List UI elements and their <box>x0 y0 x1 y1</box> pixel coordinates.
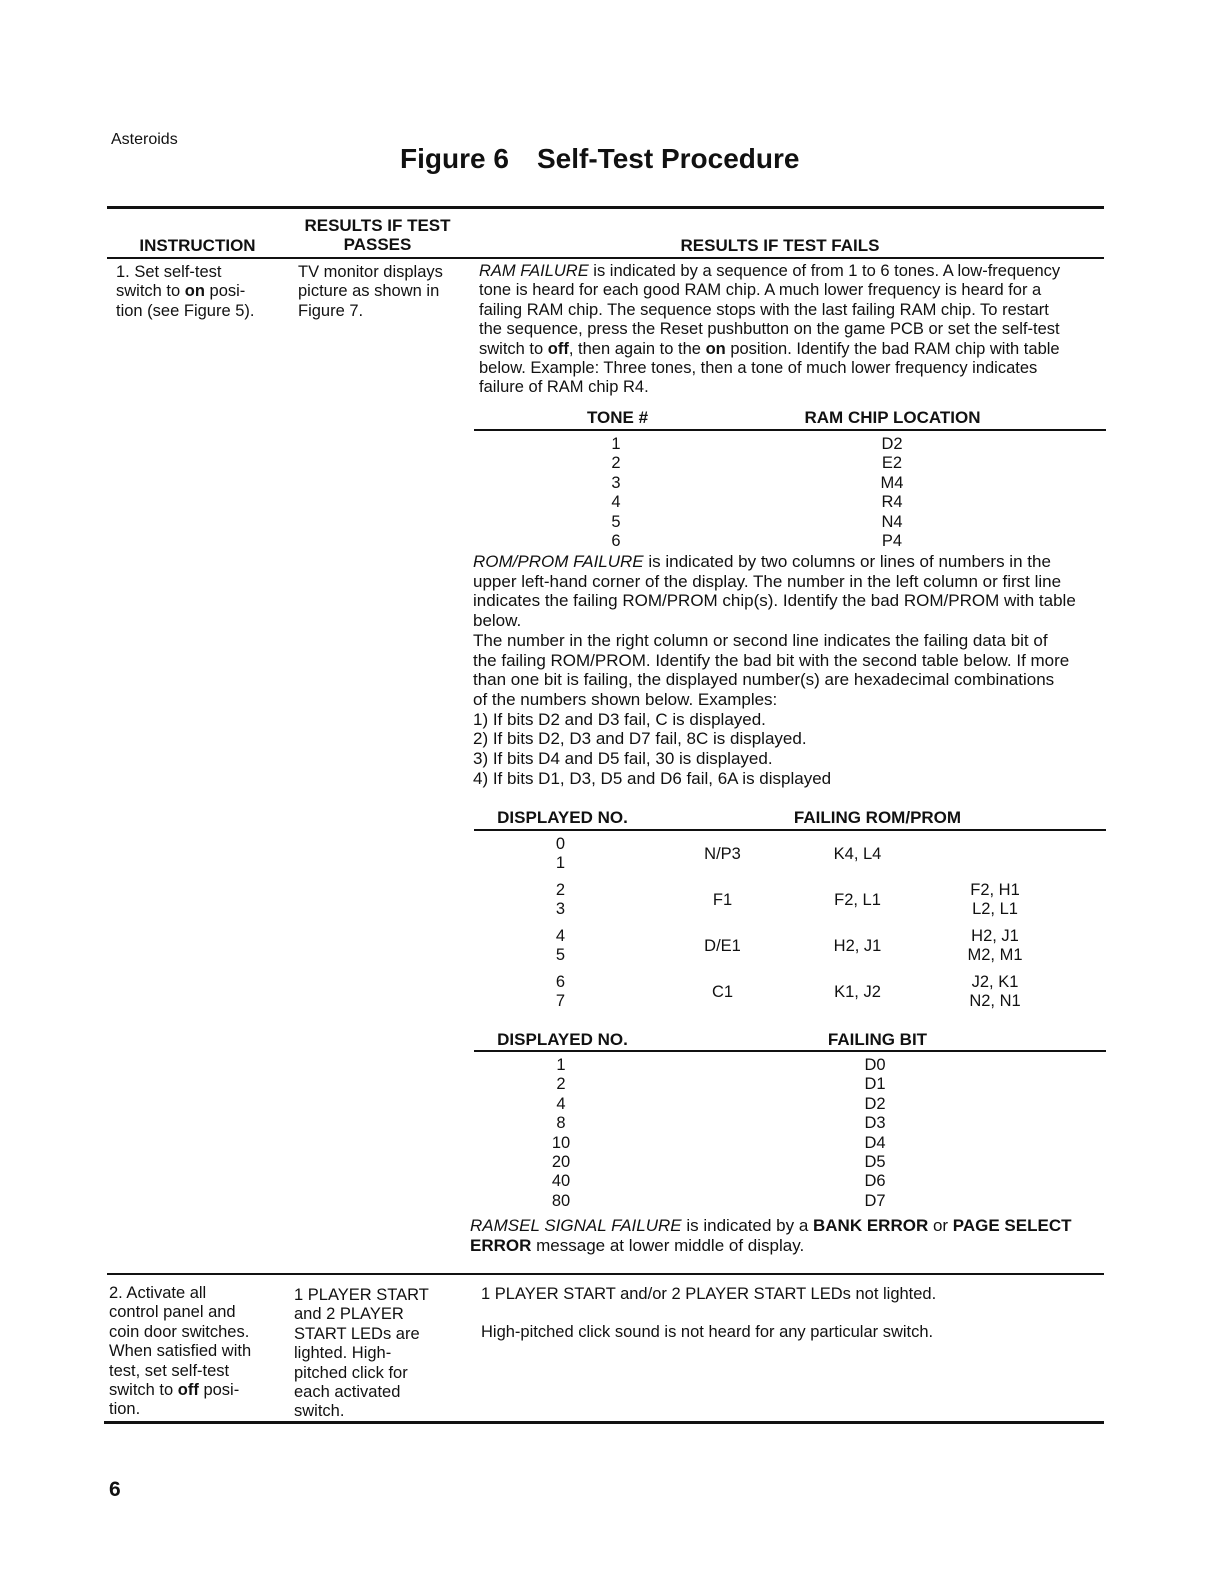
table-row: 4 <box>556 1094 566 1113</box>
table-row-b: K1, J2 <box>834 983 881 1001</box>
table-row-c: H2, J1 M2, M1 <box>967 927 1023 965</box>
figure-label: Figure 6 <box>400 143 509 174</box>
table-row: 20 <box>551 1153 571 1172</box>
bit-table-col2: FAILING BIT <box>827 1030 928 1049</box>
table-row: 2 <box>611 454 621 473</box>
table-row: D6 <box>864 1172 886 1191</box>
bit-table-numbers <box>546 1056 576 1211</box>
table-row: 2 <box>556 1075 566 1094</box>
col-fails-header: RESULTS IF TEST FAILS <box>680 236 880 255</box>
table-row-a: C1 <box>711 983 734 1001</box>
table-row: 1 <box>556 1056 566 1074</box>
table-row: 6 7 <box>555 973 566 1011</box>
table-row: 4 5 <box>555 927 566 965</box>
table-row: D2 <box>864 1094 886 1113</box>
ram-table-chips <box>867 435 917 551</box>
rom-table-col1: DISPLAYED NO. <box>497 808 628 827</box>
table-row: D3 <box>864 1114 886 1133</box>
table-row: D7 <box>864 1191 886 1210</box>
table-row-a: F1 <box>712 891 733 909</box>
table-row-b: K4, L4 <box>833 845 882 863</box>
step2-fail-2: High-pitched click sound is not heard for any particular switch. <box>481 1323 934 1341</box>
table-row-a: N/P3 <box>704 845 741 863</box>
step1-passes: TV monitor displays picture as shown in Figure 7. <box>298 263 443 320</box>
table-row-b: F2, L1 <box>834 891 881 909</box>
col-passes-header-l1: RESULTS IF TEST <box>304 216 451 235</box>
table-row: 5 <box>611 512 621 531</box>
table-bottom-rule <box>104 1421 1104 1424</box>
bit-table-bits <box>855 1056 895 1211</box>
step2-top-rule <box>107 1273 1104 1275</box>
rom-table-rule <box>474 829 1106 831</box>
table-row: R4 <box>881 493 903 512</box>
table-row-c: F2, H1 L2, L1 <box>970 881 1020 919</box>
rom-failure-text: ROM/PROM FAILURE is indicated by two columns or lines of numbers in the upper left-hand corner of the display. The number in the left column or first line indicates the failing ROM/PROM chip(s). Identify the bad ROM/PROM with table below. The number in the right column or second line indicates the failing data bit of the failing ROM/PROM. Identify the bad bit with the second table below. If more than one bit is failing, the displayed number(s) are hexadecimal combinations of the numbers shown below. Examples: 1) If bits D2 and D3 fail, C is displayed. 2) If bits D2, D3 and D7 fail, 8C is displayed. 3) If bits D4 and D5 fail, 30 is displayed. 4) If bits D1, D3, D5 and D6 fail, 6A is displayed <box>473 552 1076 788</box>
col-instruction-header: INSTRUCTION <box>139 236 256 255</box>
table-row: N4 <box>881 512 903 531</box>
step2-passes: 1 PLAYER START and 2 PLAYER START LEDs are lighted. High- pitched click for each activated switch. <box>294 1286 429 1421</box>
table-row: D5 <box>864 1153 886 1172</box>
table-row: 4 <box>611 493 621 512</box>
table-row: 0 1 <box>555 835 566 873</box>
table-row: M4 <box>880 473 904 492</box>
ram-failure-text: RAM FAILURE is indicated by a sequence of from 1 to 6 tones. A low-frequency tone is heard for each good RAM chip. A much lower frequency is heard for a failing RAM chip. The sequence stops with the last failing RAM chip. To restart the sequence, press the Reset pushbutton on the game PCB or set the self-test switch to off, then again to the on position. Identify the bad RAM chip with table below. Example: Three tones, then a tone of much lower frequency indicates failure of RAM chip R4. <box>479 262 1061 397</box>
table-row: P4 <box>881 532 903 551</box>
table-row: 2 3 <box>555 881 566 919</box>
table-row: 6 <box>611 532 621 551</box>
step1-instruction: 1. Set self-test switch to on posi- tion (see Figure 5). <box>116 263 255 320</box>
table-row: 1 <box>611 435 621 453</box>
step2-instruction: 2. Activate all control panel and coin door switches. When satisfied with test, set self-test switch to off posi- tion. <box>109 1284 252 1419</box>
ram-table-tones <box>596 435 636 551</box>
ram-table-rule <box>474 429 1106 431</box>
table-row: E2 <box>881 454 903 473</box>
bit-table-rule <box>474 1050 1106 1052</box>
figure-title: Self-Test Procedure <box>537 143 800 174</box>
table-row-c: J2, K1 N2, N1 <box>969 973 1021 1011</box>
bit-table-col1: DISPLAYED NO. <box>497 1030 628 1049</box>
col-passes-header-l2: PASSES <box>343 235 412 254</box>
table-row: D1 <box>864 1075 886 1094</box>
table-row-a: D/E1 <box>704 937 741 955</box>
ram-table-col1: TONE # <box>586 408 649 427</box>
rom-table-col2: FAILING ROM/PROM <box>793 808 962 827</box>
table-row: D2 <box>881 435 903 453</box>
table-row: 3 <box>611 473 621 492</box>
table-row: 10 <box>551 1133 571 1152</box>
manual-title: Asteroids <box>111 131 178 148</box>
ram-table-col2: RAM CHIP LOCATION <box>804 408 981 427</box>
step2-fail-1: 1 PLAYER START and/or 2 PLAYER START LEDs not lighted. <box>481 1285 937 1303</box>
page-number: 6 <box>109 1478 121 1501</box>
table-row: D4 <box>864 1133 886 1152</box>
header-rule <box>107 257 1104 259</box>
table-row: D0 <box>864 1056 886 1074</box>
ramsel-failure-text: RAMSEL SIGNAL FAILURE is indicated by a BANK ERROR or PAGE SELECT ERROR message at lower middle of display. <box>470 1216 1072 1255</box>
table-row: 8 <box>556 1114 566 1133</box>
table-row: 80 <box>551 1191 571 1210</box>
table-top-rule <box>107 206 1104 209</box>
table-row: 40 <box>551 1172 571 1191</box>
table-row-b: H2, J1 <box>833 937 882 955</box>
